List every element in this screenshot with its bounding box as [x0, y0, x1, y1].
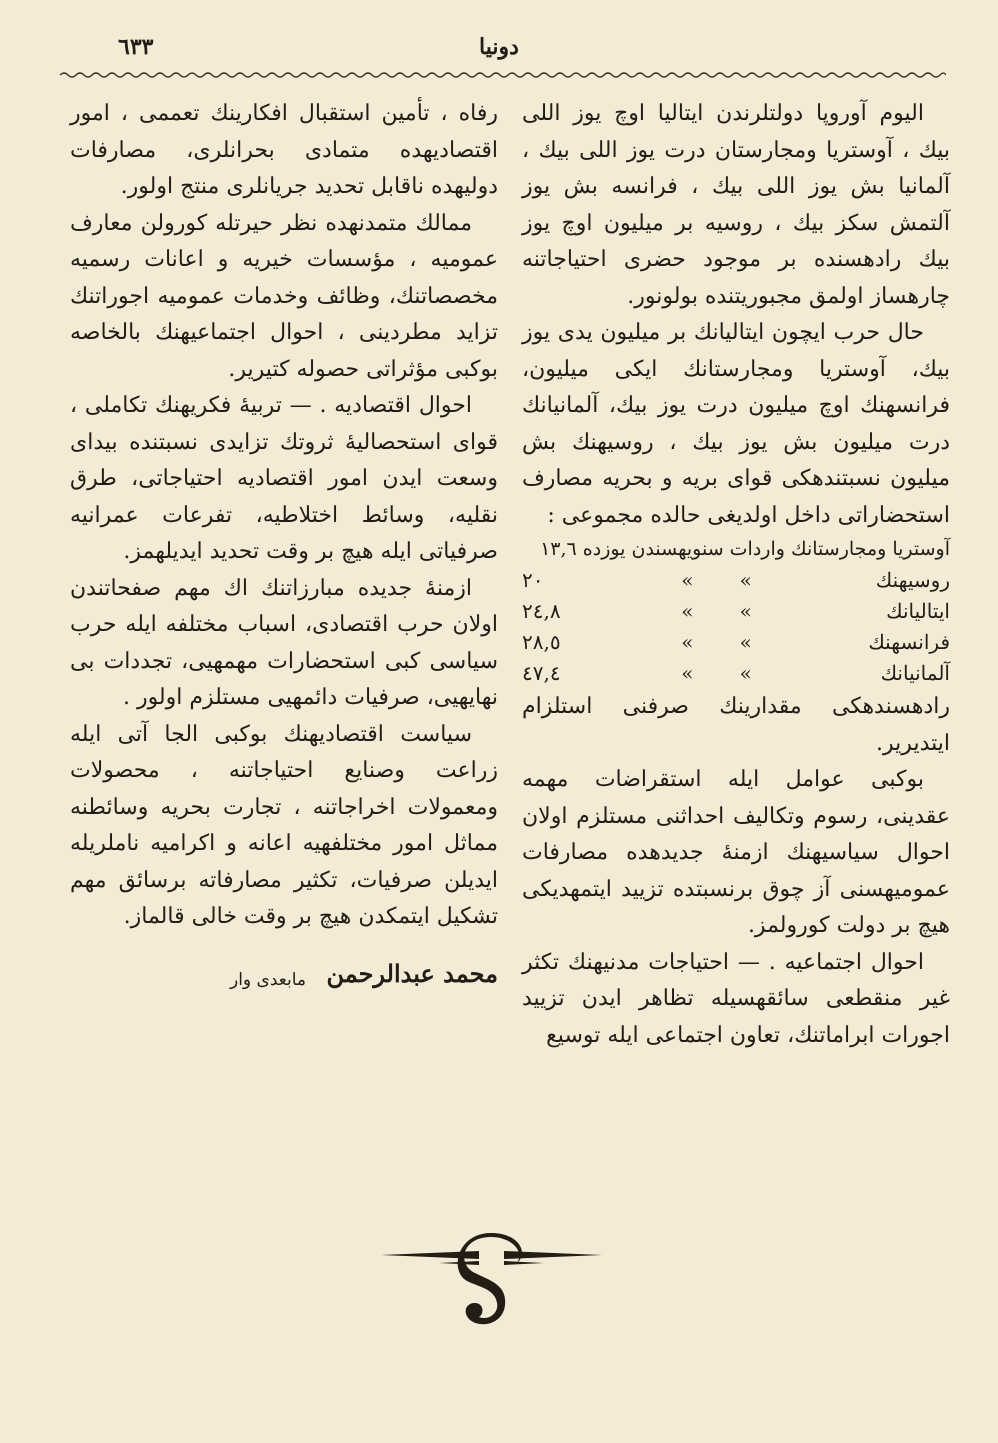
- ditto-mark: »: [739, 568, 752, 592]
- running-title: دونیا: [479, 34, 519, 60]
- to-be-continued-note: مابعدی وار: [230, 969, 306, 990]
- table-row: [522, 534, 950, 565]
- ditto-mark: »: [739, 630, 752, 654]
- value-cell: ٢٨,٥: [522, 630, 561, 654]
- table-row: [522, 565, 950, 596]
- value-cell: ٢٤,٨: [522, 599, 561, 623]
- paragraph-economic-conditions: احوال اقتصادیه . — تربیهٔ فکریهنك تکاملی ، قوای استحصالیهٔ ثروتك تزایدی نسبتنده بیدای وسعت ایدن امور اقتصادیه احتیاجاتی، طرق نقلیه، وسائط اختلاطیه، تفرعات عمرانیه صرفیاتی ایله هیچ بر وقت تحدید ایدیلهمز.: [70, 393, 498, 564]
- right-column: [522, 96, 950, 1054]
- paragraph-economic-war: ازمنهٔ جدیده مبارزاتنك اك مهم صفحاتندن اولان حرب اقتصادی، اسباب مختلفه ایله حرب سیاسی کبی استحضارات مهمهیی، تجددات بی نهایهیی، صرفیات دائمهیی مستلزم اولور .: [70, 575, 498, 710]
- paragraph-table-conclusion: رادهسندهکی مقدارینك صرفنی استلزام ایتدیریر.: [522, 694, 950, 756]
- paragraph-social-conditions: احوال اجتماعیه . — احتیاجات مدنیهنك تکثر غیر منقطعی سائقهسیله تظاهر ایدن تزیید اجورات ابراماتنك، تعاون اجتماعی ایله توسیع: [522, 949, 950, 1048]
- value-cell: ٢٠: [522, 568, 544, 592]
- country-cell: ایتالیانك: [886, 599, 950, 623]
- page-number: ٦٣٣: [118, 34, 154, 60]
- country-cell: آلمانیانك: [880, 661, 950, 685]
- country-cell: فرانسهنك: [868, 630, 950, 654]
- table-row: [522, 627, 950, 658]
- ditto-mark: »: [681, 630, 694, 654]
- value-cell: ٤٧,٤: [522, 661, 561, 685]
- left-column: [70, 96, 498, 996]
- country-cell: روسیهنك: [875, 568, 950, 592]
- table-row: [522, 596, 950, 627]
- expenditure-table: [522, 534, 950, 689]
- paragraph-europe-armies: الیوم آوروپا دولتلرندن ایتالیا اوچ یوز اللی بیك ، آوستریا ومجارستان درت یوز اللی بیك ، آلمانیا بش یوز اللی بیك ، فرانسه بش یوز آلتمش سکز بیك ، روسیه بر میلیون اوچ یوز بیك رادهسنده بر موجود حضری احتیاجاتنه چارهساز اولمق مجبوریتنده بولونور.: [522, 101, 950, 309]
- paragraph-welfare: رفاه ، تأمین استقبال افکارینك تعممی ، امور اقتصادیهده متمادی بحرانلری، مصارفات دولیهده ناقابل تحدید جریانلری منتج اولور.: [70, 101, 498, 199]
- ditto-mark: »: [739, 661, 752, 685]
- ditto-mark: »: [739, 599, 752, 623]
- paragraph-public-education: ممالك متمدنهده نظر حیرتله کورولن معارف عمومیه ، مؤسسات خیریه و اعانات رسمیه مخصصاتنك، وظائف وخدمات عمومیه اجوراتنك تزاید مطردینی ، احوال اجتماعیهنك بالخاصه بوکبی مؤثراتی حصوله کتیریر.: [70, 210, 498, 382]
- paragraph-economic-policy: سیاست اقتصادیهنك بوکبی الجا آتی ایله زراعت وصنایع احتیاجاتنه ، محصولات ومعمولات اخراجاتنه ، تجارت بحریه وسائطنه مماثل امور مختلفهیه اعانه و اکرامیه ناملریله ایدیلن صرفیات، تکثیر مصارفاته برسائق مهم تشکیل ایتمکدن هیچ بر وقت خالی قالماز.: [70, 721, 498, 929]
- paragraph-political-factors: بوکبی عوامل ایله استقراضات مهمه عقدینی، رسوم وتکالیف احداثنی مستلزم اولان احوال سیاسیهنك ازمنهٔ جدیدهده مصارفات عمومیهسنی آز چوق برنسبتده تزیید ایتمهدیکی هیچ بر دولت کورولمز.: [522, 767, 950, 938]
- ditto-mark: »: [681, 568, 694, 592]
- table-first-row: آوستریا ومجارستانك واردات سنویهسندن یوزده ١٣,٦: [540, 538, 950, 560]
- author-signature: محمد عبدالرحمن: [326, 958, 498, 988]
- ditto-mark: »: [681, 661, 694, 685]
- table-row: [522, 658, 950, 689]
- paragraph-war-footing: حال حرب ایچون ایتالیانك بر میلیون یدی یوز بیك، آوستریا ومجارستانك ایکی میلیون، فرانسهنك اوچ میلیون درت یوز بیك، آلمانیانك درت میلیون بش یوز بیك ، روسیهنك بش میلیون نسبتندهکی قوای بریه و بحریه مصارف استحضاراتی داخل اولدیغی حالده مجموعی :: [522, 320, 950, 528]
- header-wavy-rule: [60, 70, 946, 80]
- end-ornament: [379, 1225, 604, 1335]
- ditto-mark: »: [681, 599, 694, 623]
- signature-row: [70, 956, 498, 996]
